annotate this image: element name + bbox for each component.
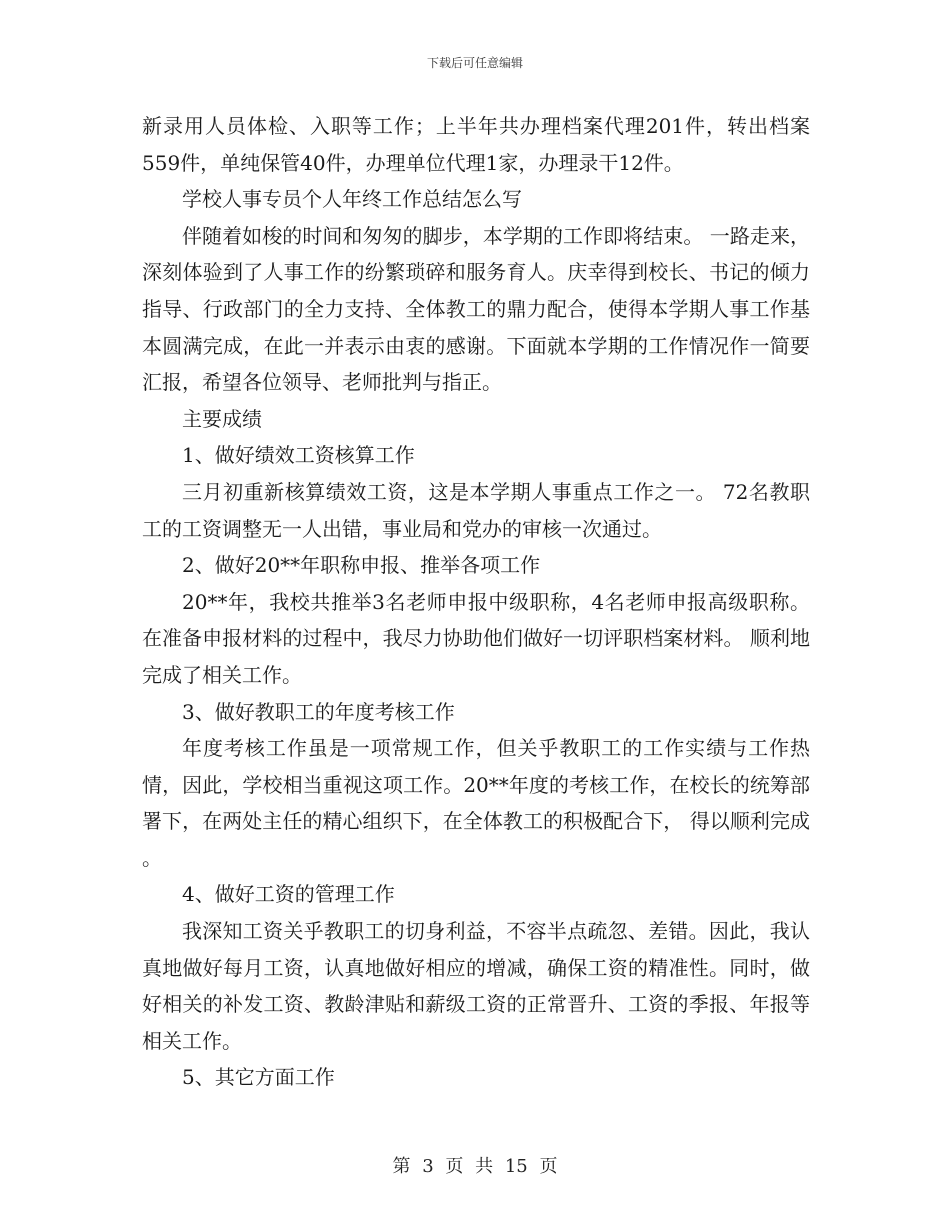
paragraph-item-3: 年度考核工作虽是一项常规工作，但关乎教职工的工作实绩与工作热情，因此，学校相当重视这项工作。20**年度的考核工作，在校长的统筹部署下，在两处主任的精心组织下，在全体教工的积极配合下， 得以顺利完成 。: [142, 736, 810, 870]
heading-item-4: 4、做好工资的管理工作: [182, 882, 395, 907]
paragraph-item-2: 20**年，我校共推举3名老师申报中级职称，4名老师申报高级职称。在准备申报材料的过程中，我尽力协助他们做好一切评职档案材料。 顺利地完成了相关工作。: [142, 589, 810, 687]
page-header: 下载后可任意编辑: [426, 56, 523, 70]
heading-item-2: 2、做好20**年职称申报、推举各项工作: [182, 553, 541, 578]
heading-item-5: 5、其它方面工作: [182, 1065, 335, 1090]
page-footer: 第 3 页 共 15 页: [392, 1156, 558, 1177]
heading-item-1: 1、做好绩效工资核算工作: [182, 443, 415, 468]
paragraph-item-4: 我深知工资关乎教职工的切身利益，不容半点疏忽、差错。因此，我认真地做好每月工资，认真地做好相应的增减，确保工资的精准性。同时，做好相关的补发工资、教龄津贴和薪级工资的正常晋升、工资的季报、年报等相关工作。: [142, 919, 810, 1053]
heading-item-3: 3、做好教职工的年度考核工作: [182, 699, 455, 724]
paragraph-intro: 伴随着如梭的时间和匆匆的脚步，本学期的工作即将结束。 一路走来，深刻体验到了人事工作的纷繁琐碎和服务育人。庆幸得到校长、书记的倾力指导、行政部门的全力支持、全体教工的鼎力配合，使得本学期人事工作基本圆满完成，在此一并表示由衷的感谢。下面就本学期的工作情况作一简要汇报，希望各位领导、老师批判与指正。: [142, 223, 810, 395]
paragraph-item-1: 三月初重新核算绩效工资，这是本学期人事重点工作之一。 72名教职工的工资调整无一人出错，事业局和党办的审核一次通过。: [142, 479, 810, 541]
heading-main-achievements: 主要成绩: [182, 406, 262, 431]
document-body: [142, 108, 810, 1096]
section-title: 学校人事专员个人年终工作总结怎么写: [182, 187, 522, 212]
paragraph-1: 新录用人员体检、入职等工作；上半年共办理档案代理201件，转出档案559件，单纯保管40件，办理单位代理1家，办理录干12件。: [142, 114, 810, 175]
